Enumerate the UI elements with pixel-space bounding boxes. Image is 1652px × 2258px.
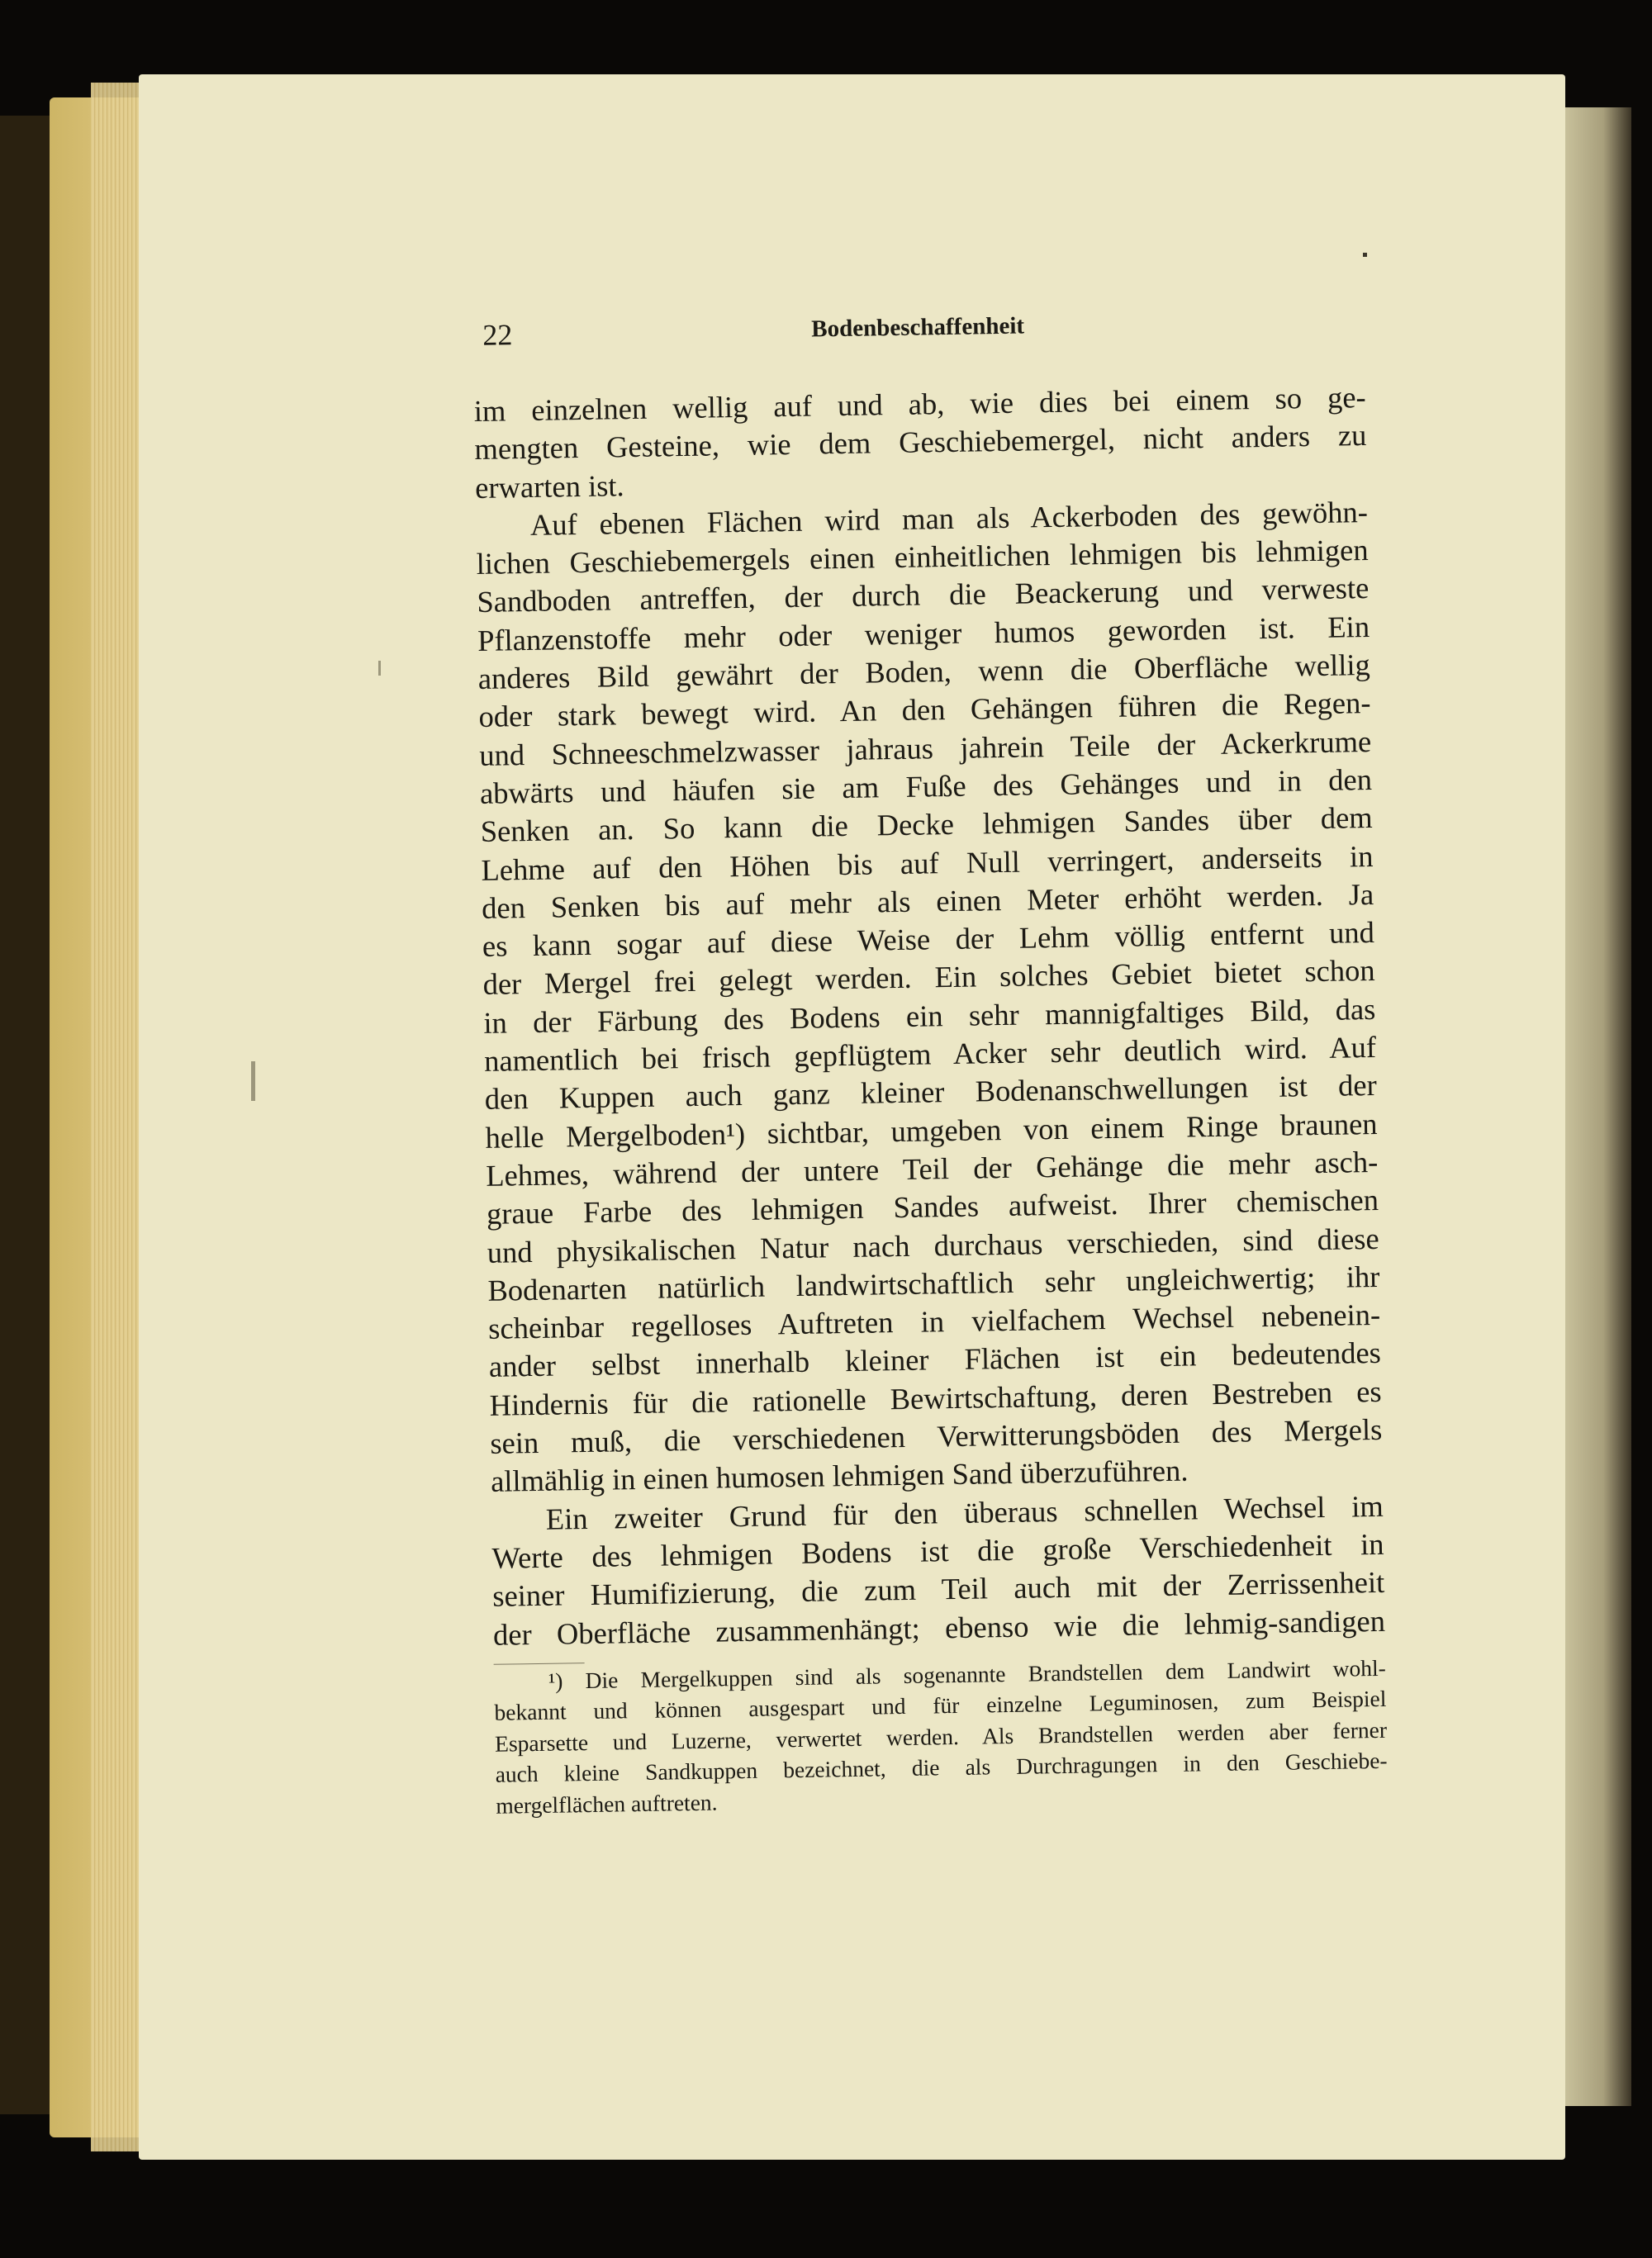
footnote: [494, 1653, 1389, 1821]
footnote-line: ¹) Die Mergelkuppen sind als sogenannte Brandstellen dem Landwirt wohl-: [548, 1654, 1387, 1694]
body-line: Bodenarten natürlich landwirtschaftlich sehr ungleichwertig; ihr: [487, 1259, 1380, 1307]
body-line: namentlich bei frisch gepflügtem Acker sehr deutlich wird. Auf: [483, 1029, 1377, 1078]
body-line: es kann sogar auf diese Weise der Lehm völlig entfernt und: [482, 915, 1375, 964]
footnote-line: mergelflächen auftreten.: [496, 1789, 718, 1819]
running-head: Bodenbeschaffenheit: [811, 312, 1025, 343]
body-text: [473, 378, 1385, 1654]
body-line: oder stark bewegt wird. An den Gehängen führen die Regen-: [478, 685, 1371, 734]
body-line: erwarten ist.: [474, 467, 624, 505]
body-line: mengten Gesteine, wie dem Geschiebemergel, nicht anders zu: [474, 418, 1367, 467]
body-line: Hindernis für die rationelle Bewirtschaftung, deren Bestreben es: [489, 1373, 1382, 1422]
body-line: der Mergel frei gelegt werden. Ein solches Gebiet bietet schon: [482, 953, 1375, 1002]
page-number: 22: [482, 318, 513, 352]
body-line: abwärts und häufen sie am Fuße des Gehänges und in den: [479, 761, 1373, 810]
body-line: und Schneeschmelzwasser jahraus jahrein Teile der Ackerkrume: [478, 723, 1372, 772]
body-line: und physikalischen Natur nach durchaus verschieden, sind diese: [487, 1221, 1379, 1269]
body-line: Senken an. So kann die Decke lehmigen Sandes über dem: [480, 800, 1373, 849]
body-line: lichen Geschiebemergels einen einheitlichen lehmigen bis lehmigen: [476, 533, 1369, 581]
body-line: im einzelnen wellig auf und ab, wie dies bei einem so ge-: [473, 380, 1366, 428]
body-line: Lehmes, während der untere Teil der Gehänge die mehr asch-: [485, 1144, 1379, 1193]
footnote-line: Esparsette und Luzerne, verwertet werden. Als Brandstellen werden aber ferner: [494, 1716, 1388, 1757]
text-block: [472, 304, 1388, 1821]
body-line: Werte des lehmigen Bodens ist die große Verschiedenheit in: [491, 1526, 1384, 1575]
body-line: den Kuppen auch ganz kleiner Bodenanschwellungen ist der: [484, 1068, 1378, 1117]
body-line: scheinbar regelloses Auftreten in vielfachem Wechsel nebenein-: [487, 1297, 1381, 1345]
body-line: graue Farbe des lehmigen Sandes aufweist. Ihrer chemischen: [486, 1183, 1379, 1231]
body-line: helle Mergelboden¹) sichtbar, umgeben von einem Ringe braunen: [485, 1106, 1378, 1155]
body-line: anderes Bild gewährt der Boden, wenn die Oberfläche wellig: [477, 648, 1371, 696]
footnote-line: bekannt und können ausgespart und für einzelne Leguminosen, zum Beispiel: [494, 1686, 1387, 1726]
page-blemish: [378, 661, 381, 676]
body-line: Ein zweiter Grund für den überaus schnellen Wechsel im: [545, 1488, 1384, 1536]
body-line: sein muß, die verschiedenen Verwitterungsböden des Mergels: [490, 1411, 1383, 1460]
opposite-page-edge: [1561, 107, 1631, 2106]
body-line: in der Färbung des Bodens ein sehr mannigfaltiges Bild, das: [483, 991, 1376, 1040]
page-speck: [1363, 253, 1367, 257]
footnote-line: auch kleine Sandkuppen bezeichnet, die als Durchragungen in den Geschiebe-: [495, 1748, 1388, 1788]
body-line: ander selbst innerhalb kleiner Flächen ist ein bedeutendes: [488, 1335, 1382, 1384]
body-line: Lehme auf den Höhen bis auf Null verringert, anderseits in: [481, 838, 1374, 887]
page-blemish: [251, 1061, 255, 1101]
body-line: der Oberfläche zusammenhängt; ebenso wie die lehmig-sandigen: [492, 1603, 1386, 1652]
body-line: allmählig in einen humosen lehmigen Sand überzuführen.: [490, 1453, 1189, 1499]
body-line: seiner Humifizierung, die zum Teil auch mit der Zerrissenheit: [491, 1565, 1385, 1614]
body-line: Auf ebenen Flächen wird man als Ackerboden des gewöhn-: [529, 494, 1369, 542]
body-line: den Senken bis auf mehr als einen Meter erhöht werden. Ja: [481, 876, 1374, 925]
body-line: Sandboden antreffen, der durch die Beackerung und verweste: [477, 571, 1370, 619]
body-line: Pflanzenstoffe mehr oder weniger humos geworden ist. Ein: [477, 609, 1370, 657]
